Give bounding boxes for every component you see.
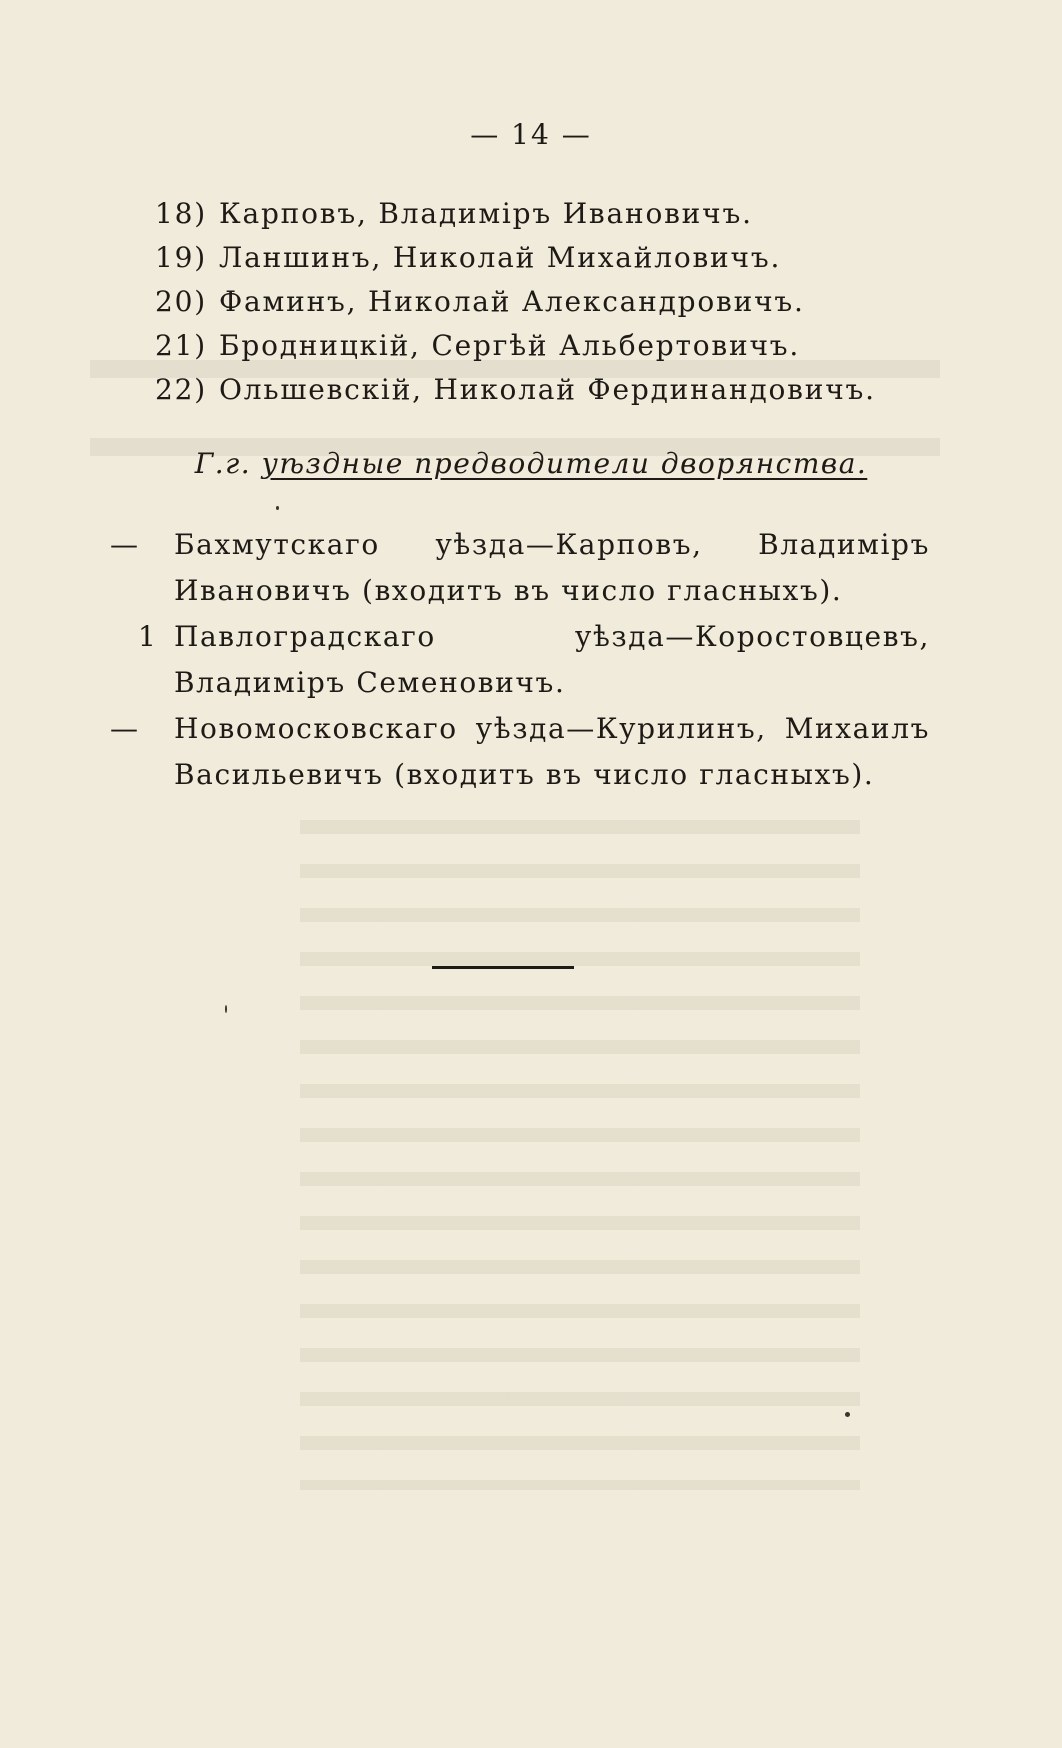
heading-prefix: Г.г. — [194, 447, 252, 480]
member-name: Ланшинъ, Николай Михайловичъ. — [219, 241, 782, 274]
heading-title: уѣздные предводители дворянства. — [261, 447, 868, 480]
member-name: Ольшевскій, Николай Фердинандовичъ. — [219, 373, 876, 406]
divider-rule — [432, 966, 574, 969]
entry-marker: — — [110, 528, 140, 561]
list-item — [155, 192, 935, 236]
item-number: 21) — [155, 329, 207, 362]
item-number: 18) — [155, 197, 207, 230]
member-name: Карповъ, Владиміръ Ивановичъ. — [219, 197, 753, 230]
list-item — [155, 280, 935, 324]
list-item — [155, 236, 935, 280]
member-name: Бродницкій, Сергѣй Альбертовичъ. — [219, 329, 801, 362]
page-number: — 14 — — [470, 118, 592, 151]
paper-speck — [845, 1412, 850, 1417]
paper-speck — [225, 1005, 227, 1013]
list-item — [110, 706, 930, 798]
entry-text: Новомосковскаго уѣзда—Курилинъ, Михаилъ Васильевичъ (входитъ въ число гласныхъ). — [174, 712, 930, 791]
entry-text: Павлоградскаго уѣзда—Коростовцевъ, Владиміръ Семеновичъ. — [174, 620, 930, 699]
entry-marker: — — [110, 712, 140, 745]
paper-speck — [276, 506, 279, 510]
bleed-through-mark — [300, 790, 860, 1490]
section-heading — [0, 447, 1062, 480]
list-item — [155, 324, 935, 368]
item-number: 20) — [155, 285, 207, 318]
item-number: 19) — [155, 241, 207, 274]
list-item — [110, 614, 930, 706]
item-number: 22) — [155, 373, 207, 406]
member-name: Фаминъ, Николай Александровичъ. — [219, 285, 805, 318]
entry-marker: 1 — [138, 620, 158, 653]
entry-text: Бахмутскаго уѣзда—Карповъ, Владиміръ Ивановичъ (входитъ въ число гласныхъ). — [174, 528, 930, 607]
marshals-list — [110, 522, 930, 798]
list-item — [155, 368, 935, 412]
list-item — [110, 522, 930, 614]
member-list — [155, 192, 935, 412]
